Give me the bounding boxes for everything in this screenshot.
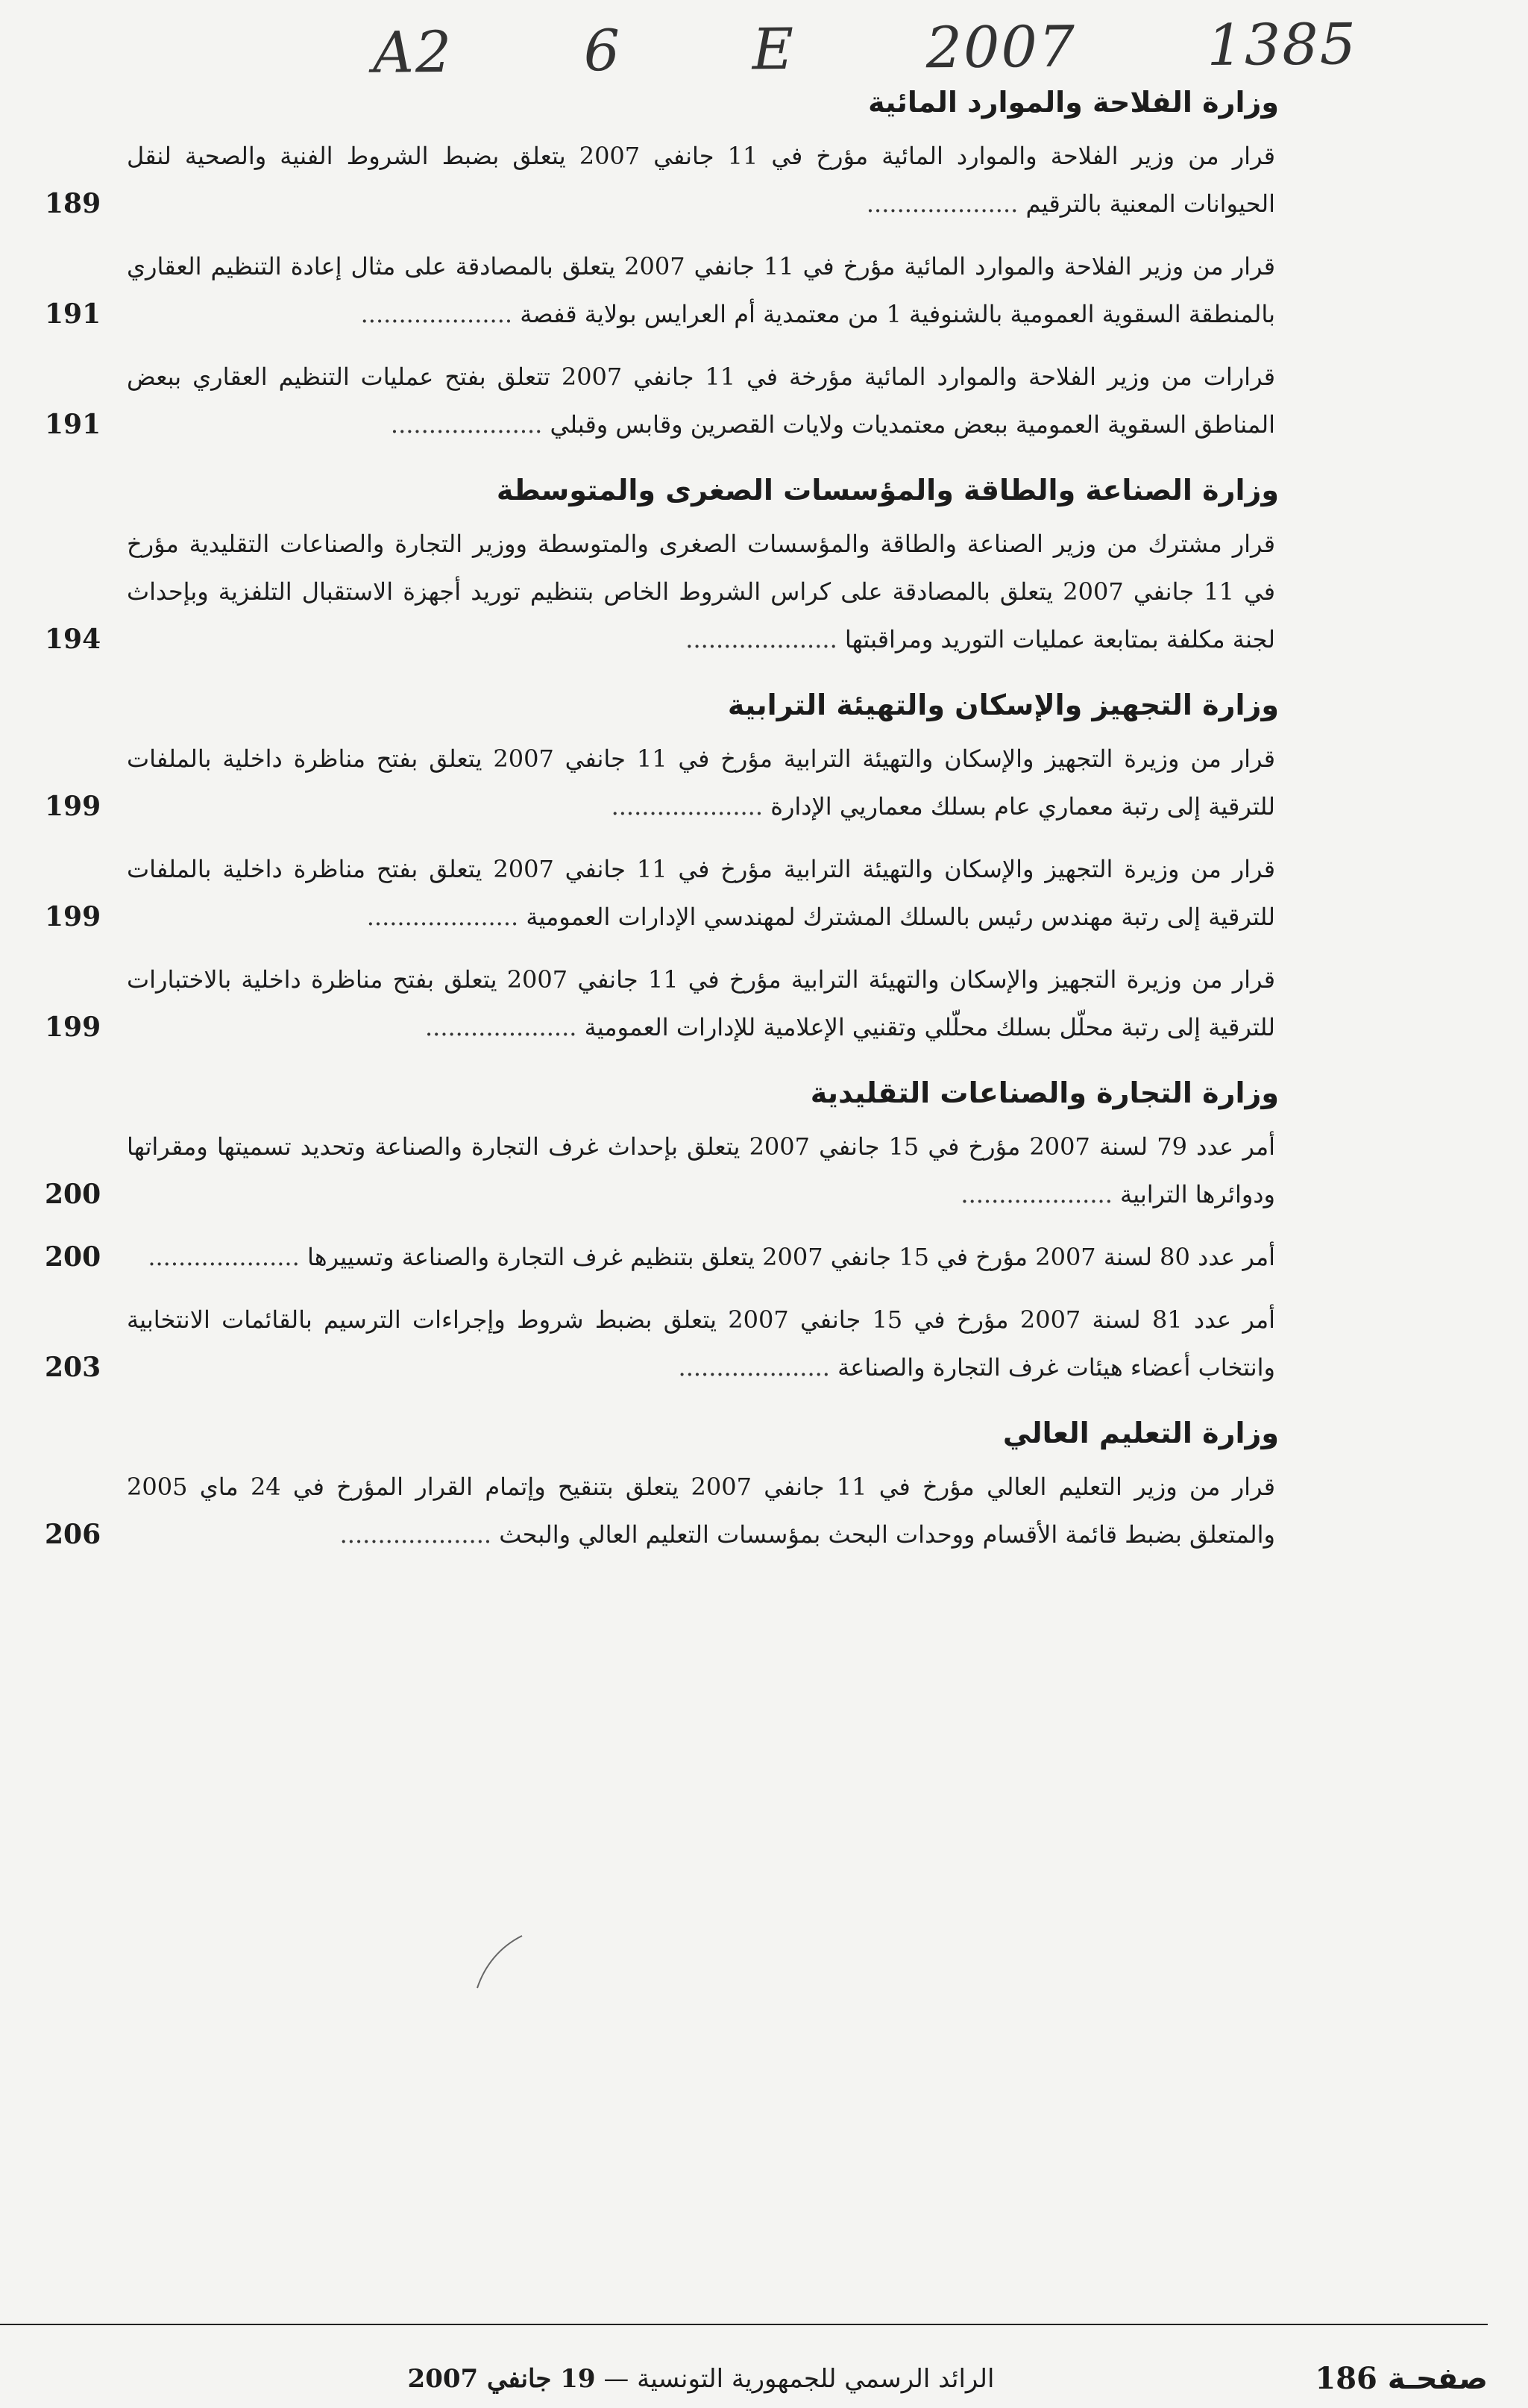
annotation-part: 1385 xyxy=(1207,10,1358,78)
dot-leader: .................... xyxy=(960,1180,1113,1208)
journal-title xyxy=(328,2364,1074,2394)
entry-text: أمر عدد 80 لسنة 2007 مؤرخ في 15 جانفي 2007 يتعلق بتنظيم غرف التجارة والصناعة وتسييرها xyxy=(306,1243,1275,1271)
toc-entry[interactable] xyxy=(45,353,1279,448)
annotation-part: 2007 xyxy=(925,13,1077,81)
toc-entry[interactable] xyxy=(45,132,1279,228)
toc-entry[interactable] xyxy=(45,1463,1279,1558)
entry-page-number: 194 xyxy=(45,624,101,655)
section-industry xyxy=(45,474,1279,663)
annotation-part: A2 xyxy=(372,18,453,86)
dot-leader: .................... xyxy=(366,903,519,931)
dot-leader: .................... xyxy=(866,189,1019,218)
entry-page-number: 199 xyxy=(45,901,101,932)
toc-entry[interactable] xyxy=(45,845,1279,941)
toc-entry[interactable] xyxy=(45,1233,1279,1281)
section-title: وزارة التجهيز والإسكان والتهيئة الترابية xyxy=(727,689,1279,721)
dot-leader: .................... xyxy=(390,410,543,439)
entry-page-number: 200 xyxy=(45,1241,101,1273)
annotation-part: 6 xyxy=(583,16,622,84)
entry-text: قرار من وزيرة التجهيز والإسكان والتهيئة الترابية مؤرخ في 11 جانفي 2007 يتعلق بفتح مناظرة داخلية بالملفات للترقية إلى رتبة مهندس رئيس بالسلك المشترك لمهندسي الإدارات العمومية xyxy=(127,855,1276,931)
toc-entry[interactable] xyxy=(45,735,1279,830)
section-title: وزارة الفلاحة والموارد المائية xyxy=(868,86,1279,119)
entry-text: قرار من وزير الفلاحة والموارد المائية مؤرخ في 11 جانفي 2007 يتعلق بضبط الشروط الفنية والصحية لنقل الحيوانات المعنية بالترقيم xyxy=(127,142,1276,218)
dot-leader: .................... xyxy=(685,625,837,653)
section-title: وزارة الصناعة والطاقة والمؤسسات الصغرى والمتوسطة xyxy=(496,474,1279,507)
entry-page-number: 206 xyxy=(45,1519,101,1550)
footer-divider xyxy=(0,2324,1488,2325)
section-commerce xyxy=(45,1076,1279,1391)
page-number-label xyxy=(1315,2361,1488,2396)
entry-page-number: 191 xyxy=(45,409,101,440)
section-title: وزارة التعليم العالي xyxy=(1002,1417,1279,1449)
dot-leader: .................... xyxy=(611,792,764,821)
entry-text: قرارات من وزير الفلاحة والموارد المائية مؤرخة في 11 جانفي 2007 تتعلق بفتح عمليات التنظيم العقاري ببعض المناطق السقوية العمومية ببعض معتمديات ولايات القصرين وقابس وقبلي xyxy=(127,363,1276,439)
entry-text: قرار مشترك من وزير الصناعة والطاقة والمؤسسات الصغرى والمتوسطة ووزير التجارة والصناعات التقليدية مؤرخ في 11 جانفي 2007 يتعلق بالمصادقة على كراس الشروط الخاص بتنظيم توريد أجهزة الاستقبال التلفزية وبإحداث لجنة مكلفة بمتابعة عمليات التوريد ومراقبتها xyxy=(127,530,1276,653)
entry-page-number: 199 xyxy=(45,1012,101,1043)
entry-text: أمر عدد 79 لسنة 2007 مؤرخ في 15 جانفي 2007 يتعلق بإحداث غرف التجارة والصناعة وتحديد تسميتها ومقراتها ودوائرها الترابية xyxy=(127,1132,1276,1208)
entry-text: قرار من وزيرة التجهيز والإسكان والتهيئة الترابية مؤرخ في 11 جانفي 2007 يتعلق بفتح مناظرة داخلية بالملفات للترقية إلى رتبة معماري عام بسلك معماريي الإدارة xyxy=(127,744,1276,821)
dot-leader: .................... xyxy=(148,1243,300,1271)
dot-leader: .................... xyxy=(424,1013,577,1041)
toc-entry[interactable] xyxy=(45,242,1279,338)
table-of-contents xyxy=(45,86,1279,1584)
annotation-part: E xyxy=(752,15,796,83)
entry-page-number: 191 xyxy=(45,298,101,330)
entry-text: قرار من وزير الفلاحة والموارد المائية مؤرخ في 11 جانفي 2007 يتعلق بالمصادقة على مثال إعادة التنظيم العقاري بالمنطقة السقوية العمومية بالشنوفية 1 من معتمدية أم العرايس بولاية قفصة xyxy=(127,252,1276,328)
journal-name: الرائد الرسمي للجمهورية التونسية — xyxy=(603,2364,995,2394)
toc-entry[interactable] xyxy=(45,1123,1279,1218)
section-higher-education xyxy=(45,1417,1279,1558)
section-title: وزارة التجارة والصناعات التقليدية xyxy=(810,1076,1279,1109)
entry-text: قرار من وزيرة التجهيز والإسكان والتهيئة الترابية مؤرخ في 11 جانفي 2007 يتعلق بفتح مناظرة داخلية بالاختبارات للترقية إلى رتبة محلّل بسلك محلّلي وتقنيي الإعلامية للإدارات العمومية xyxy=(127,965,1276,1041)
handwritten-annotation xyxy=(373,10,1358,87)
dot-leader: .................... xyxy=(360,300,513,328)
pen-stroke-mark xyxy=(474,1932,526,1992)
section-equipment xyxy=(45,689,1279,1051)
toc-entry[interactable] xyxy=(45,1296,1279,1391)
dot-leader: .................... xyxy=(678,1353,830,1382)
page-footer xyxy=(0,2361,1488,2406)
dot-leader: .................... xyxy=(339,1520,492,1549)
journal-date: 19 جانفي 2007 xyxy=(407,2364,596,2394)
entry-page-number: 199 xyxy=(45,791,101,822)
toc-entry[interactable] xyxy=(45,956,1279,1051)
entry-text: أمر عدد 81 لسنة 2007 مؤرخ في 15 جانفي 2007 يتعلق بضبط شروط وإجراءات الترسيم بالقائمات الانتخابية وانتخاب أعضاء هيئات غرف التجارة والصناعة xyxy=(127,1305,1276,1382)
entry-page-number: 189 xyxy=(45,188,101,219)
toc-entry[interactable] xyxy=(45,520,1279,663)
page-number: 186 xyxy=(1315,2361,1377,2396)
page-label-text: صفحـة xyxy=(1387,2362,1488,2396)
entry-page-number: 200 xyxy=(45,1179,101,1210)
section-agriculture xyxy=(45,86,1279,448)
entry-text: قرار من وزير التعليم العالي مؤرخ في 11 جانفي 2007 يتعلق بتنقيح وإتمام القرار المؤرخ في 24 ماي 2005 والمتعلق بضبط قائمة الأقسام ووحدات البحث بمؤسسات التعليم العالي والبحث xyxy=(127,1473,1276,1549)
entry-page-number: 203 xyxy=(45,1352,101,1383)
